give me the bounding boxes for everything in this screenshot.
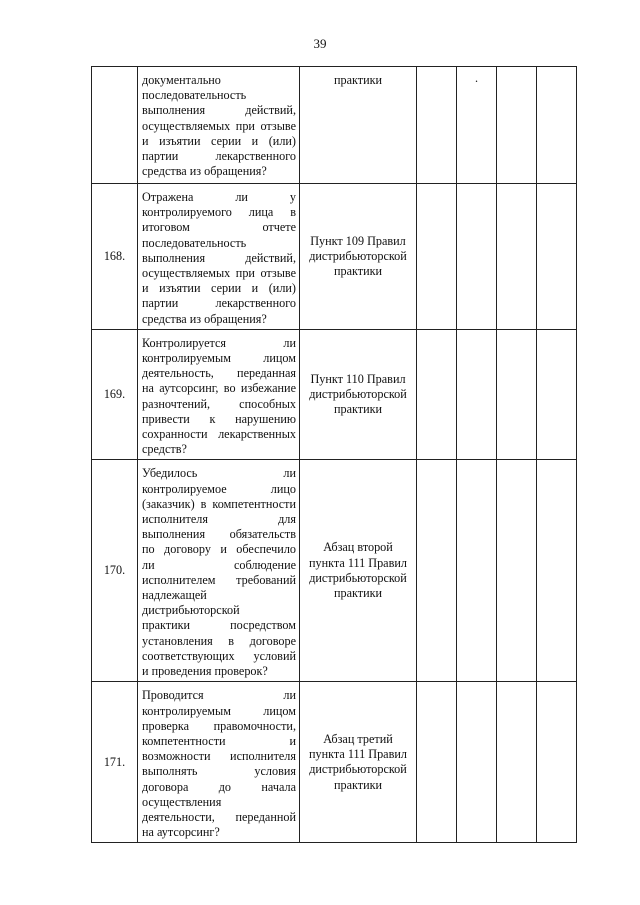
checklist-rows bbox=[92, 67, 577, 843]
answer-cell bbox=[457, 682, 497, 843]
question-line: надлежащей bbox=[142, 588, 207, 603]
answer-cell bbox=[497, 67, 537, 184]
question-cell bbox=[138, 184, 300, 330]
question-line: контролируемого лица в bbox=[142, 205, 296, 220]
row-number: 169. bbox=[92, 329, 138, 460]
question-line: привести к нарушению bbox=[142, 411, 296, 426]
reference-line: дистрибьюторской bbox=[309, 570, 407, 585]
reference-cell bbox=[300, 329, 417, 460]
question-line: документально bbox=[142, 73, 221, 87]
answer-cell bbox=[417, 460, 457, 682]
question-cell bbox=[138, 460, 300, 682]
question-line: последовательность bbox=[142, 88, 247, 103]
answer-cell bbox=[497, 460, 537, 682]
answer-cell bbox=[417, 184, 457, 330]
question-line: соответствующих условий bbox=[142, 648, 296, 663]
question-line: осуществления bbox=[142, 794, 222, 809]
reference-line: Абзац третий bbox=[323, 731, 393, 746]
reference-line: пункта 111 Правил bbox=[309, 747, 407, 762]
question-line: на аутсорсинг, во избежание bbox=[142, 381, 296, 396]
question-line: по договору и обеспечило bbox=[142, 542, 296, 557]
row-number: 171. bbox=[92, 682, 138, 843]
question-line: партии лекарственного bbox=[142, 296, 296, 311]
question-line: практики посредством bbox=[142, 618, 296, 633]
question-line: сохранности лекарственных bbox=[142, 427, 296, 442]
question-line: Контролируется ли bbox=[142, 335, 296, 350]
question-line: выполнения действий, bbox=[142, 103, 296, 118]
table-row bbox=[92, 67, 577, 184]
checklist-table bbox=[91, 66, 577, 843]
reference-line: Абзац второй bbox=[323, 540, 393, 555]
page-number: 39 bbox=[313, 36, 327, 51]
reference-cell bbox=[300, 460, 417, 682]
question-cell bbox=[138, 67, 300, 184]
question-line: осуществляемых при отзыве bbox=[142, 266, 296, 281]
reference-line: практики bbox=[333, 402, 383, 417]
question-line: (заказчик) в компетентности bbox=[142, 496, 296, 511]
answer-cell bbox=[457, 184, 497, 330]
table-row bbox=[92, 329, 577, 460]
reference-line: практики bbox=[333, 264, 383, 279]
row-number bbox=[92, 67, 138, 184]
question-line: деятельности, переданной bbox=[142, 809, 296, 824]
reference-line: пункта 111 Правил bbox=[309, 555, 407, 570]
reference-cell bbox=[300, 184, 417, 330]
reference-line: практики bbox=[333, 777, 383, 792]
table-row bbox=[92, 682, 577, 843]
answer-cell bbox=[457, 460, 497, 682]
question-line: партии лекарственного bbox=[142, 149, 296, 164]
table-row bbox=[92, 460, 577, 682]
question-line: и проведения проверок? bbox=[142, 664, 268, 679]
question-line: разночтений, способных bbox=[142, 396, 296, 411]
question-line: Отражена ли у bbox=[142, 190, 296, 204]
question-line: компетентности и bbox=[142, 733, 296, 748]
question-cell bbox=[138, 682, 300, 843]
question-line: выполнения действий, bbox=[142, 250, 296, 265]
question-line: исполнителя для bbox=[142, 512, 296, 527]
reference-line: Пункт 109 Правил bbox=[310, 233, 406, 248]
reference-cell bbox=[300, 682, 417, 843]
reference-line: дистрибьюторской bbox=[309, 248, 407, 263]
reference-line: Пункт 110 Правил bbox=[310, 371, 406, 386]
question-line: деятельность, переданная bbox=[142, 366, 296, 381]
answer-cell bbox=[537, 460, 577, 682]
answer-cell bbox=[537, 682, 577, 843]
answer-cell bbox=[537, 184, 577, 330]
answer-cell bbox=[457, 329, 497, 460]
answer-cell bbox=[417, 682, 457, 843]
row-number: 168. bbox=[92, 184, 138, 330]
answer-cell bbox=[497, 682, 537, 843]
answer-cell bbox=[537, 67, 577, 184]
question-line: контролируемым лицом bbox=[142, 703, 296, 718]
question-line: средства из обращения? bbox=[142, 311, 267, 326]
row-number: 170. bbox=[92, 460, 138, 682]
question-line: средства из обращения? bbox=[142, 164, 267, 179]
answer-cell bbox=[417, 329, 457, 460]
table-row bbox=[92, 184, 577, 330]
question-line: возможности исполнителя bbox=[142, 749, 296, 764]
reference-line: дистрибьюторской bbox=[309, 762, 407, 777]
reference-cell bbox=[300, 67, 417, 184]
question-line: контролируемое лицо bbox=[142, 481, 296, 496]
question-line: Проводится ли bbox=[142, 688, 296, 703]
answer-cell bbox=[497, 329, 537, 460]
question-line: договора до начала bbox=[142, 779, 296, 794]
answer-cell bbox=[497, 184, 537, 330]
reference-line: практики bbox=[333, 73, 383, 87]
question-line: установления в договоре bbox=[142, 633, 296, 648]
question-line: выполнения обязательств bbox=[142, 527, 296, 542]
reference-line: дистрибьюторской bbox=[309, 387, 407, 402]
question-line: контролируемым лицом bbox=[142, 351, 296, 366]
question-line: осуществляемых при отзыве bbox=[142, 118, 296, 133]
question-line: итоговом отчете bbox=[142, 220, 296, 235]
question-line: проверка правомочности, bbox=[142, 718, 296, 733]
question-cell bbox=[138, 329, 300, 460]
question-line: дистрибьюторской bbox=[142, 603, 240, 618]
question-line: на аутсорсинг? bbox=[142, 825, 220, 840]
question-line: средств? bbox=[142, 442, 187, 457]
question-line: ли соблюдение bbox=[142, 557, 296, 572]
question-line: выполнять условия bbox=[142, 764, 296, 779]
answer-mark: . bbox=[457, 67, 497, 184]
question-line: исполнителем требований bbox=[142, 572, 296, 587]
question-line: Убедилось ли bbox=[142, 466, 296, 481]
question-line: последовательность bbox=[142, 235, 247, 250]
question-line: и изъятии серии и (или) bbox=[142, 281, 296, 296]
answer-cell bbox=[537, 329, 577, 460]
question-line: и изъятии серии и (или) bbox=[142, 133, 296, 148]
reference-line: практики bbox=[333, 586, 383, 601]
answer-cell bbox=[417, 67, 457, 184]
